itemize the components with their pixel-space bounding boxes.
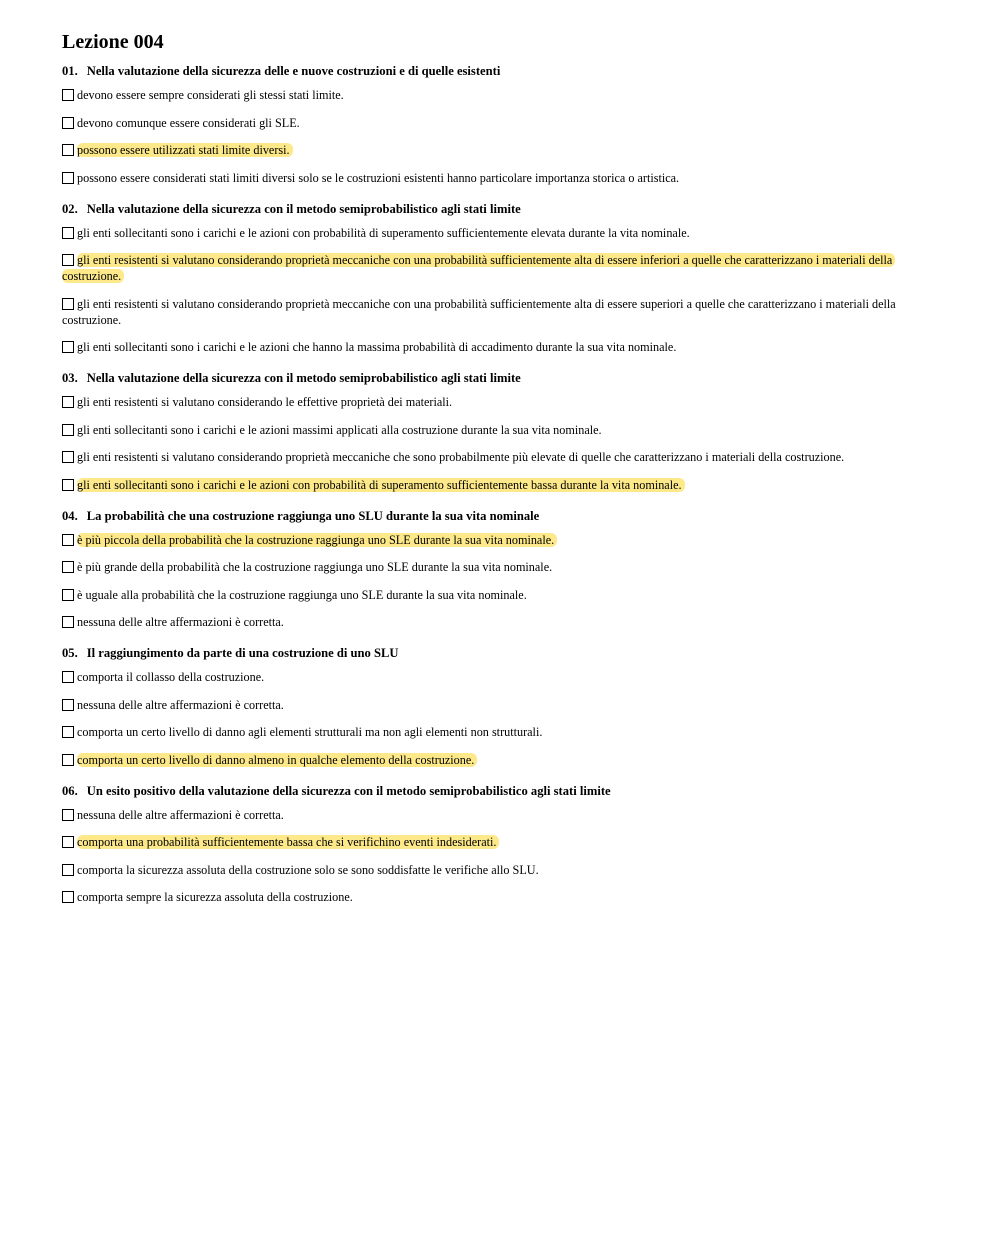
answer-option xyxy=(62,614,922,630)
answer-text: comporta un certo livello di danno almeno in qualche elemento della costruzione. xyxy=(77,753,477,767)
checkbox[interactable] xyxy=(62,172,74,184)
answer-option xyxy=(62,862,922,878)
answer-text: gli enti sollecitanti sono i carichi e le azioni che hanno la massima probabilità di accadimento durante la sua vita nominale. xyxy=(77,340,677,354)
question-number: 04. xyxy=(62,508,78,523)
answer-option xyxy=(62,449,922,465)
answer-text: gli enti resistenti si valutano considerando proprietà meccaniche con una probabilità sufficientemente alta di essere superiori a quelle che caratterizzano i materiali della costruzione. xyxy=(62,296,896,327)
checkbox[interactable] xyxy=(62,144,74,156)
answer-option xyxy=(62,225,922,241)
page-title: Lezione 004 xyxy=(62,31,164,53)
answer-option xyxy=(62,889,922,905)
question-heading xyxy=(62,370,922,386)
checkbox[interactable] xyxy=(62,589,74,601)
answer-text: gli enti resistenti si valutano considerando proprietà meccaniche con una probabilità sufficientemente alta di essere inferiori a quelle che caratterizzano i materiali della costruzione. xyxy=(62,253,895,283)
answer-text: è più piccola della probabilità che la costruzione raggiunga uno SLE durante la sua vita nominale. xyxy=(77,533,557,547)
checkbox[interactable] xyxy=(62,561,74,573)
checkbox[interactable] xyxy=(62,479,74,491)
answer-option xyxy=(62,477,922,493)
answer-option xyxy=(62,587,922,603)
checkbox[interactable] xyxy=(62,254,74,266)
answer-text: comporta un certo livello di danno agli elementi strutturali ma non agli elementi non strutturali. xyxy=(77,725,543,739)
checkbox[interactable] xyxy=(62,227,74,239)
question-04 xyxy=(62,508,922,631)
answer-text: devono comunque essere considerati gli SLE. xyxy=(77,115,300,130)
question-text: Nella valutazione della sicurezza con il metodo semiprobabilistico agli stati limite xyxy=(86,201,521,216)
answer-option xyxy=(62,532,922,548)
answer-text: possono essere utilizzati stati limite diversi. xyxy=(77,143,293,157)
checkbox[interactable] xyxy=(62,451,74,463)
checkbox[interactable] xyxy=(62,534,74,546)
answer-text: gli enti sollecitanti sono i carichi e le azioni con probabilità di superamento sufficientemente bassa durante la vita nominale. xyxy=(77,478,685,492)
answer-option xyxy=(62,752,922,768)
answer-option xyxy=(62,115,922,131)
answer-option xyxy=(62,669,922,685)
question-05 xyxy=(62,645,922,768)
question-heading xyxy=(62,201,922,217)
answer-text: nessuna delle altre affermazioni è corretta. xyxy=(77,697,284,712)
answer-option xyxy=(62,834,922,850)
checkbox[interactable] xyxy=(62,671,74,683)
answer-option xyxy=(62,724,922,740)
answer-text: comporta sempre la sicurezza assoluta della costruzione. xyxy=(77,890,353,904)
checkbox[interactable] xyxy=(62,89,74,101)
question-text: Un esito positivo della valutazione della sicurezza con il metodo semiprobabilistico agli stati limite xyxy=(86,783,611,798)
question-text: La probabilità che una costruzione raggiunga uno SLU durante la sua vita nominale xyxy=(86,508,540,523)
answer-text: possono essere considerati stati limiti diversi solo se le costruzioni esistenti hanno particolare importanza storica o artistica. xyxy=(77,170,680,185)
answer-option xyxy=(62,422,922,438)
document-page xyxy=(62,30,922,920)
checkbox[interactable] xyxy=(62,864,74,876)
checkbox[interactable] xyxy=(62,699,74,711)
question-heading xyxy=(62,645,922,661)
question-number: 03. xyxy=(62,371,78,385)
checkbox[interactable] xyxy=(62,754,74,766)
question-number: 02. xyxy=(62,201,78,216)
question-03 xyxy=(62,370,922,493)
answer-option xyxy=(62,87,922,103)
answer-text: nessuna delle altre affermazioni è corretta. xyxy=(77,615,284,629)
answer-option xyxy=(62,807,922,823)
answer-option xyxy=(62,170,922,186)
checkbox[interactable] xyxy=(62,117,74,129)
answer-text: è uguale alla probabilità che la costruzione raggiunga uno SLE durante la sua vita nominale. xyxy=(77,587,527,602)
answer-text: comporta la sicurezza assoluta della costruzione solo se sono soddisfatte le verifiche allo SLU. xyxy=(77,862,539,877)
answer-text: gli enti sollecitanti sono i carichi e le azioni con probabilità di superamento sufficientemente elevata durante la vita nominale. xyxy=(77,225,690,240)
question-06 xyxy=(62,783,922,906)
checkbox[interactable] xyxy=(62,809,74,821)
checkbox[interactable] xyxy=(62,298,74,310)
answer-option xyxy=(62,559,922,575)
checkbox[interactable] xyxy=(62,616,74,628)
checkbox[interactable] xyxy=(62,726,74,738)
checkbox[interactable] xyxy=(62,341,74,353)
answer-option xyxy=(62,296,922,328)
answer-option xyxy=(62,339,922,355)
answer-text: comporta il collasso della costruzione. xyxy=(77,670,265,684)
answer-text: nessuna delle altre affermazioni è corretta. xyxy=(77,807,284,822)
checkbox[interactable] xyxy=(62,836,74,848)
question-number: 01. xyxy=(62,64,78,78)
checkbox[interactable] xyxy=(62,424,74,436)
question-01 xyxy=(62,63,922,186)
question-02 xyxy=(62,201,922,356)
question-heading xyxy=(62,63,922,79)
answer-text: gli enti resistenti si valutano considerando le effettive proprietà dei materiali. xyxy=(77,395,453,409)
answer-text: gli enti sollecitanti sono i carichi e le azioni massimi applicati alla costruzione durante la sua vita nominale. xyxy=(77,422,602,437)
question-text: Nella valutazione della sicurezza con il metodo semiprobabilistico agli stati limite xyxy=(86,371,521,385)
answer-option xyxy=(62,697,922,713)
answer-option xyxy=(62,252,922,284)
answer-text: è più grande della probabilità che la costruzione raggiunga uno SLE durante la sua vita nominale. xyxy=(77,560,553,574)
question-text: Il raggiungimento da parte di una costruzione di uno SLU xyxy=(86,646,399,660)
question-number: 05. xyxy=(62,646,78,660)
answer-option xyxy=(62,142,922,158)
checkbox[interactable] xyxy=(62,396,74,408)
answer-option xyxy=(62,394,922,410)
question-text: Nella valutazione della sicurezza delle e nuove costruzioni e di quelle esistenti xyxy=(86,64,501,78)
checkbox[interactable] xyxy=(62,891,74,903)
answer-text: comporta una probabilità sufficientemente bassa che si verifichino eventi indesiderati. xyxy=(77,835,499,849)
question-heading xyxy=(62,508,922,524)
question-heading xyxy=(62,783,922,799)
question-number: 06. xyxy=(62,783,78,798)
answer-text: devono essere sempre considerati gli stessi stati limite. xyxy=(77,88,344,102)
answer-text: gli enti resistenti si valutano considerando proprietà meccaniche che sono probabilmente più elevate di quelle che caratterizzano i materiali della costruzione. xyxy=(77,450,845,464)
